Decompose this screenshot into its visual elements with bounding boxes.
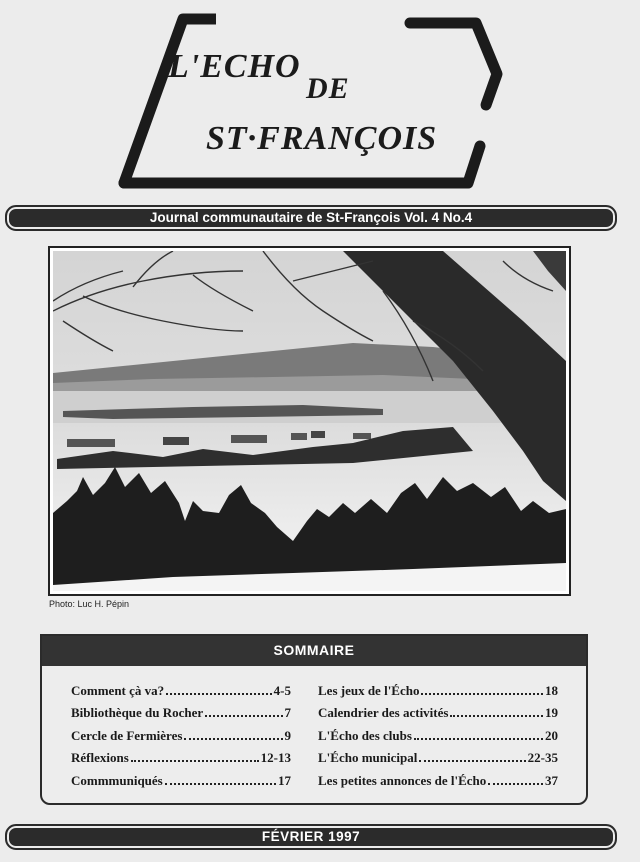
toc-item-page: 12-13 <box>260 750 291 766</box>
toc-column-left <box>71 683 291 795</box>
masthead-title-line-1: L'ECHO <box>168 48 301 85</box>
toc-item <box>71 705 291 727</box>
toc-item-title: Les petites annonces de l'Écho <box>318 772 487 788</box>
toc-item <box>71 683 291 705</box>
toc-leader-dots <box>205 706 282 717</box>
toc-item-page: 37 <box>545 772 558 788</box>
toc-item-page: 4-5 <box>273 683 291 698</box>
toc-item-title: Calendrier des activités <box>318 705 449 721</box>
date-banner <box>5 824 617 850</box>
toc-item <box>71 750 291 772</box>
toc-item-page: 22-35 <box>527 750 558 766</box>
toc-item-page: 9 <box>284 727 291 743</box>
toc-leader-dots <box>450 706 543 717</box>
toc-item-page: 18 <box>545 683 558 698</box>
toc-item-page: 17 <box>278 772 291 788</box>
toc-item-title: Réflexions <box>71 750 129 766</box>
toc-item-page: 19 <box>545 705 558 721</box>
toc-leader-dots <box>165 774 276 785</box>
toc-title: SOMMAIRE <box>273 642 355 658</box>
toc-leader-dots <box>419 751 525 762</box>
toc-header <box>42 636 586 666</box>
masthead-title-line-3: ST·FRANÇOIS <box>206 120 438 157</box>
toc-item <box>318 705 558 727</box>
toc-item <box>318 728 558 750</box>
toc-leader-dots <box>421 684 543 695</box>
masthead <box>0 0 640 200</box>
toc-leader-dots <box>414 729 543 740</box>
toc-item-title: Commmuniqués <box>71 772 163 788</box>
photo-credit: Photo: Luc H. Pépin <box>49 599 130 609</box>
toc-item <box>71 773 291 795</box>
issue-date: FÉVRIER 1997 <box>261 829 361 844</box>
table-of-contents <box>40 634 588 805</box>
toc-leader-dots <box>488 774 543 785</box>
toc-item-title: L'Écho des clubs <box>318 727 412 743</box>
toc-item <box>71 728 291 750</box>
toc-leader-dots <box>184 729 282 740</box>
toc-item <box>318 683 558 705</box>
toc-leader-dots <box>131 751 259 762</box>
toc-item <box>318 773 558 795</box>
toc-item-title: L'Écho municipal <box>318 750 418 766</box>
masthead-title-line-2: DE <box>306 72 350 105</box>
toc-leader-dots <box>166 684 272 695</box>
toc-item-page: 20 <box>545 727 558 743</box>
toc-column-right <box>318 683 558 795</box>
toc-item <box>318 750 558 772</box>
toc-item-title: Les jeux de l'Écho <box>318 683 420 698</box>
cover-photo <box>48 246 571 596</box>
subtitle-banner <box>5 205 617 231</box>
winter-landscape-image <box>53 251 566 591</box>
toc-item-page: 7 <box>284 705 291 721</box>
toc-item-title: Bibliothèque du Rocher <box>71 705 204 721</box>
toc-item-title: Comment çà va? <box>71 683 165 698</box>
subtitle: Journal communautaire de St-François Vol. 4 No.4 <box>149 210 473 225</box>
toc-item-title: Cercle de Fermières <box>71 727 183 743</box>
